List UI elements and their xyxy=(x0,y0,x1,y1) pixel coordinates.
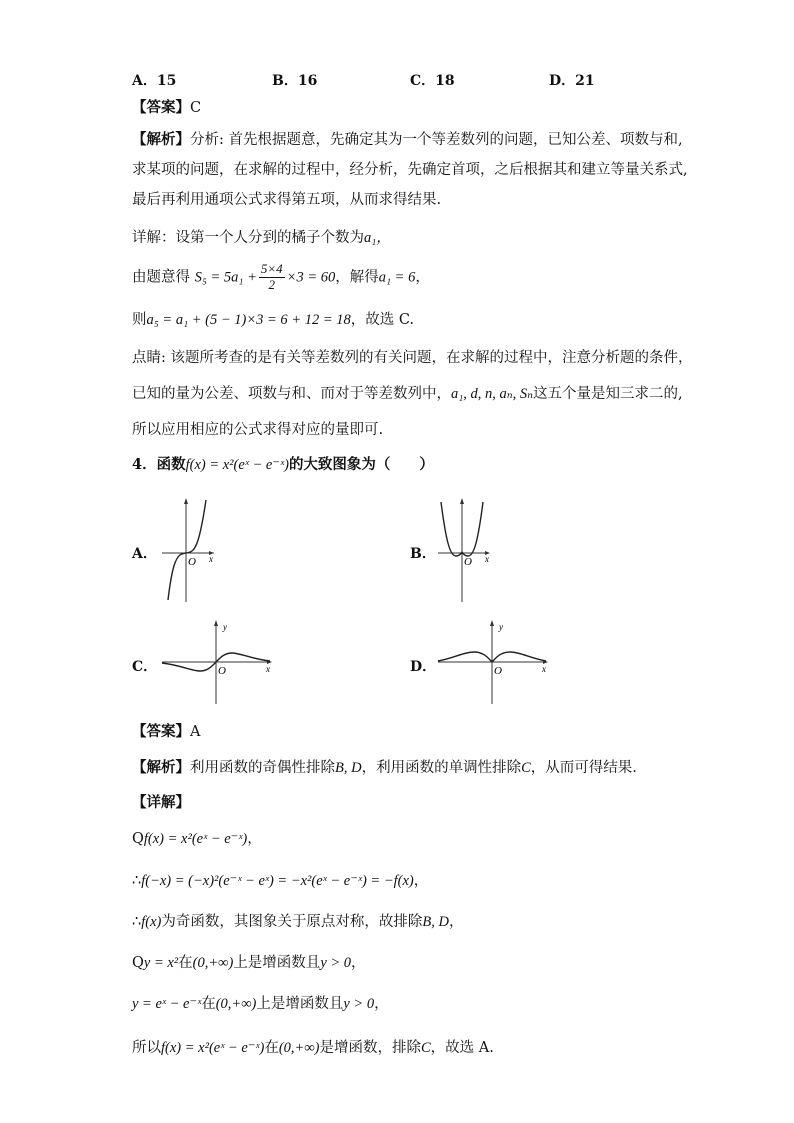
step-math: C xyxy=(421,1040,431,1056)
q4-step-1 xyxy=(132,832,262,847)
y-axis-arrow xyxy=(460,498,464,504)
graph-c xyxy=(160,616,280,706)
analysis-text: 利用函数的奇偶性排除 xyxy=(190,760,335,776)
detail-text: ，故选 C. xyxy=(350,312,415,328)
step-math: f(x) = x²(eˣ − e⁻ˣ) xyxy=(161,1040,265,1056)
step-text: ，故选 A. xyxy=(430,1040,494,1056)
detail-text: 由题意得 xyxy=(132,269,190,286)
step-text: ， xyxy=(448,914,464,930)
math-times3: ×3 = 60 xyxy=(286,269,336,286)
q4-stem-suffix: 的大致图象为（ ） xyxy=(288,456,434,473)
remark-text: 已知的量为公差、项数与和、而对于等差数列中， xyxy=(132,386,451,402)
step-text: ， xyxy=(351,955,366,971)
step-math: f(−x) = (−x)²(e⁻ˣ − eˣ) = −x²(eˣ − e⁻ˣ) = −f(x) xyxy=(141,873,414,889)
analysis-label: 【解析】 xyxy=(132,131,190,148)
math-params: a₁, d, n, aₙ, Sₙ xyxy=(451,386,534,402)
y-axis-label: y xyxy=(499,622,503,632)
y-axis-arrow xyxy=(214,620,218,626)
math-a1-result: a₁ = 6 xyxy=(378,269,416,286)
step-text: 在 xyxy=(201,996,216,1012)
origin-label: O xyxy=(218,665,226,677)
origin-label: O xyxy=(464,556,472,568)
graph-a xyxy=(160,496,220,606)
step-text: ， xyxy=(374,996,389,1012)
q3-detail-3 xyxy=(132,313,414,328)
q3-remark-3: 所以应用相应的公式求得对应的量即可. xyxy=(132,422,384,438)
q3-detail-1 xyxy=(132,231,391,246)
q4-step-2 xyxy=(132,874,428,889)
answer-value: C xyxy=(190,100,202,116)
graph-b xyxy=(436,496,496,606)
step-condition: y > 0 xyxy=(320,955,352,971)
therefore-symbol: ∴ xyxy=(132,914,142,930)
q3-remark-2 xyxy=(132,387,683,402)
q4-analysis xyxy=(132,761,637,776)
analysis-label: 【解析】 xyxy=(132,759,190,776)
option-d: D．21 xyxy=(549,73,595,89)
answer-label: 【答案】 xyxy=(132,723,190,740)
fraction-numerator: 5×4 xyxy=(260,261,283,276)
q4-step-3 xyxy=(132,915,463,930)
x-axis-label: x xyxy=(266,664,270,674)
answer-label: 【答案】 xyxy=(132,99,190,116)
q4-stem-prefix: 4．函数 xyxy=(132,456,186,473)
step-condition: y > 0 xyxy=(343,996,375,1012)
step-interval: (0,+∞) xyxy=(192,955,234,971)
q4-stem-math: f(x) = x²(eˣ − e⁻ˣ) xyxy=(185,457,289,473)
q4-step-6 xyxy=(132,1041,494,1056)
step-text: 上是增函数且 xyxy=(256,996,344,1012)
q3-answer xyxy=(132,101,201,116)
detail-text: 详解：设第一个人分到的橘子个数为 xyxy=(132,230,364,246)
y-axis-arrow xyxy=(490,620,494,626)
q4-detail-label: 【详解】 xyxy=(132,794,190,811)
because-symbol: Q xyxy=(132,831,144,847)
analysis-text: ，从而可得结果. xyxy=(530,760,637,776)
answer-value: A xyxy=(190,724,201,740)
graph-label-b: B． xyxy=(410,546,436,562)
option-a: A．15 xyxy=(132,73,177,89)
option-b: B．16 xyxy=(272,73,318,89)
x-axis-label: x xyxy=(542,664,546,674)
fraction xyxy=(259,262,285,293)
option-c: C．18 xyxy=(410,73,455,89)
remark-text: 这五个量是知三求二的, xyxy=(533,386,683,402)
step-text: ， xyxy=(247,831,262,847)
detail-text: ， xyxy=(415,269,430,286)
q3-analysis-line-3: 最后再利用通项公式求得第五项，从而求得结果. xyxy=(132,192,442,208)
x-axis-label: x xyxy=(209,554,213,564)
q3-remark-1: 点睛: 该题所考查的是有关等差数列的有关问题，在求解的过程中，注意分析题的条件， xyxy=(132,350,693,366)
step-math: y = x² xyxy=(143,955,179,971)
step-text: 在 xyxy=(264,1040,279,1056)
analysis-text: 分析: 首先根据题意，先确定其为一个等差数列的问题，已知公差、项数与和, xyxy=(190,132,683,148)
math-c: C xyxy=(521,760,531,776)
detail-text: 则 xyxy=(132,312,147,328)
origin-label: O xyxy=(188,556,196,568)
step-text: 上是增函数且 xyxy=(233,955,321,971)
because-symbol: Q xyxy=(132,955,144,971)
step-text: ， xyxy=(413,873,429,889)
y-axis-arrow xyxy=(184,498,188,504)
graph-label-c: C． xyxy=(132,659,158,675)
q4-step-5 xyxy=(132,997,389,1012)
step-math: f(x) = x²(eˣ − e⁻ˣ) xyxy=(143,831,248,847)
graph-label-d: D． xyxy=(410,659,437,675)
step-math: y = eˣ − e⁻ˣ xyxy=(132,996,202,1012)
analysis-text: ，利用函数的单调性排除 xyxy=(361,760,522,776)
math-a1: a₁， xyxy=(364,230,391,246)
step-math: f(x) xyxy=(141,914,162,930)
step-interval: (0,+∞) xyxy=(215,996,257,1012)
curve xyxy=(168,500,206,600)
step-interval: (0,+∞) xyxy=(278,1040,320,1056)
therefore-symbol: ∴ xyxy=(132,873,142,889)
q4-step-4 xyxy=(132,956,366,971)
math-bd: B, D xyxy=(335,760,362,776)
detail-text: ，解得 xyxy=(335,269,379,286)
math-a5: a₅ = a₁ + (5 − 1)×3 = 6 + 12 = 18 xyxy=(146,312,351,328)
step-text: 是增函数，排除 xyxy=(319,1040,421,1056)
x-axis-label: x xyxy=(485,554,489,564)
step-text: 所以 xyxy=(132,1040,161,1056)
y-axis-label: y xyxy=(223,622,227,632)
q3-analysis-line-2: 求某项的问题，在求解的过程中，经分析，先确定首项，之后根据其和建立等量关系式, xyxy=(132,162,688,178)
origin-label: O xyxy=(494,665,502,677)
q4-answer xyxy=(132,725,200,740)
q4-stem xyxy=(132,458,434,473)
graph-label-a: A． xyxy=(132,546,157,562)
step-math: B, D xyxy=(422,914,449,930)
graph-d xyxy=(436,616,556,706)
math-s5: S₅ = 5a₁ + xyxy=(194,269,257,286)
q3-analysis-line-1 xyxy=(132,133,683,148)
q3-detail-2 xyxy=(132,262,430,293)
step-text: 在 xyxy=(178,955,193,971)
fraction-denominator: 2 xyxy=(268,276,276,292)
step-text: 为奇函数，其图象关于原点对称，故排除 xyxy=(161,914,423,930)
